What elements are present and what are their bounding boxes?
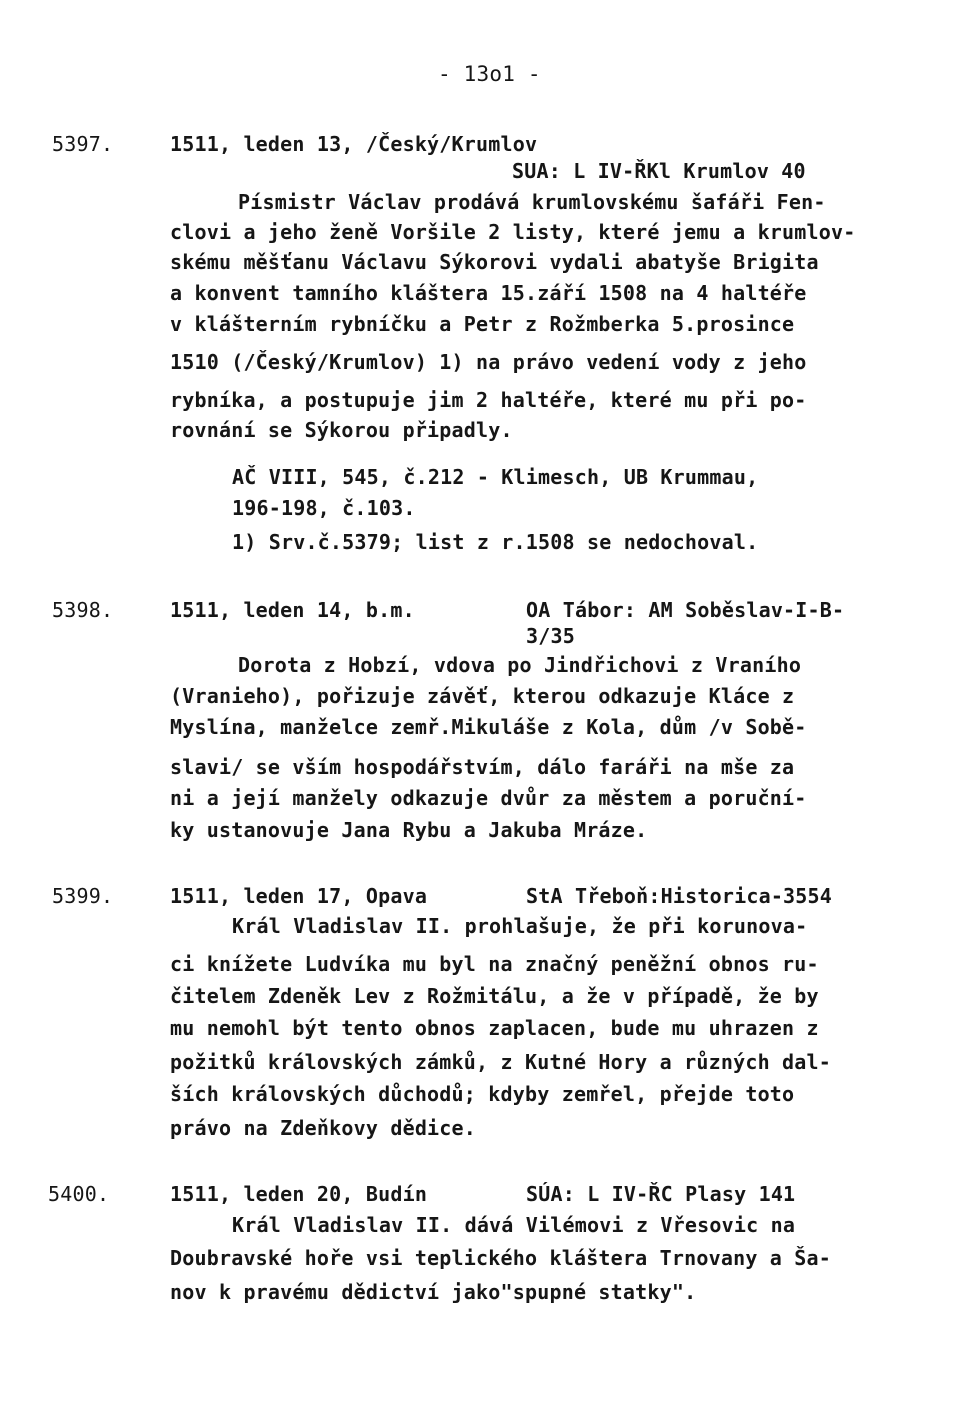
entry-body-line: požitků královských zámků, z Kutné Hory a různých dal- <box>170 1050 832 1074</box>
entry-body-line: Myslína, manželce zemř.Mikuláše z Kola, dům /v Sobě- <box>170 715 807 739</box>
entry-body-line: ších královských důchodů; kdyby zemřel, přejde toto <box>170 1082 795 1106</box>
entry-body-line: v klášterním rybníčku a Petr z Rožmberka 5.prosince <box>170 312 795 336</box>
entry-header: 1511, leden 17, Opava <box>170 884 428 908</box>
entry-header: 1511, leden 13, /Český/Krumlov <box>170 132 538 156</box>
entry-header: 1511, leden 14, b.m. <box>170 598 415 622</box>
page-number: - 13o1 - <box>438 62 541 86</box>
entry-body-line: Král Vladislav II. dává Vilémovi z Vřesovic na <box>232 1213 796 1237</box>
entry-number: 5399. <box>52 884 114 908</box>
entry-body-line: clovi a jeho ženě Voršile 2 listy, které jemu a krumlov- <box>170 220 856 244</box>
entry-body-line: rovnání se Sýkorou připadly. <box>170 418 513 442</box>
entry-body-line: ci knížete Ludvíka mu byl na značný peněžní obnos ru- <box>170 952 819 976</box>
entry-body-line: a konvent tamního kláštera 15.září 1508 na 4 haltéře <box>170 281 807 305</box>
entry-body-line: Doubravské hoře vsi teplického kláštera Trnovany a Ša- <box>170 1246 832 1270</box>
archive-reference: OA Tábor: AM Soběslav-I-B- <box>526 598 845 622</box>
entry-body-line: 1510 (/Český/Krumlov) 1) na právo vedení vody z jeho <box>170 350 807 374</box>
source-note: 196-198, č.103. <box>232 496 416 520</box>
archive-reference-continued: 3/35 <box>526 624 575 648</box>
entry-body-line: rybníka, a postupuje jim 2 haltéře, které mu při po- <box>170 388 807 412</box>
entry-body-line: Písmistr Václav prodává krumlovskému šafáři Fen- <box>238 190 826 214</box>
entry-body-line: mu nemohl být tento obnos zaplacen, bude mu uhrazen z <box>170 1016 819 1040</box>
entry-body-line: (Vranieho), pořizuje závěť, kterou odkazuje Kláce z <box>170 684 795 708</box>
archive-reference: StA Třeboň:Historica-3554 <box>526 884 833 908</box>
footnote: 1) Srv.č.5379; list z r.1508 se nedochoval. <box>232 530 759 554</box>
entry-body-line: slavi/ se vším hospodářstvím, dálo faráři na mše za <box>170 755 795 779</box>
entry-number: 5397. <box>52 132 114 156</box>
entry-body-line: Dorota z Hobzí, vdova po Jindřichovi z Vraního <box>238 653 802 677</box>
entry-body-line: Král Vladislav II. prohlašuje, že při korunova- <box>232 914 808 938</box>
entry-number: 5398. <box>52 598 114 622</box>
entry-body-line: ky ustanovuje Jana Rybu a Jakuba Mráze. <box>170 818 648 842</box>
archive-reference: SUA: L IV-ŘKl Krumlov 40 <box>512 159 806 183</box>
source-note: AČ VIII, 545, č.212 - Klimesch, UB Krummau, <box>232 465 759 489</box>
entry-header: 1511, leden 20, Budín <box>170 1182 428 1206</box>
entry-body-line: čitelem Zdeněk Lev z Rožmitálu, a že v případě, že by <box>170 984 819 1008</box>
entry-body-line: nov k pravému dědictví jako"spupné statky". <box>170 1280 697 1304</box>
entry-body-line: skému měšťanu Václavu Sýkorovi vydali abatyše Brigita <box>170 250 819 274</box>
archive-reference: SÚA: L IV-ŘC Plasy 141 <box>526 1182 796 1206</box>
entry-body-line: ni a její manžely odkazuje dvůr za městem a poruční- <box>170 786 807 810</box>
entry-body-line: právo na Zdeňkovy dědice. <box>170 1116 477 1140</box>
entry-number: 5400. <box>48 1182 110 1206</box>
